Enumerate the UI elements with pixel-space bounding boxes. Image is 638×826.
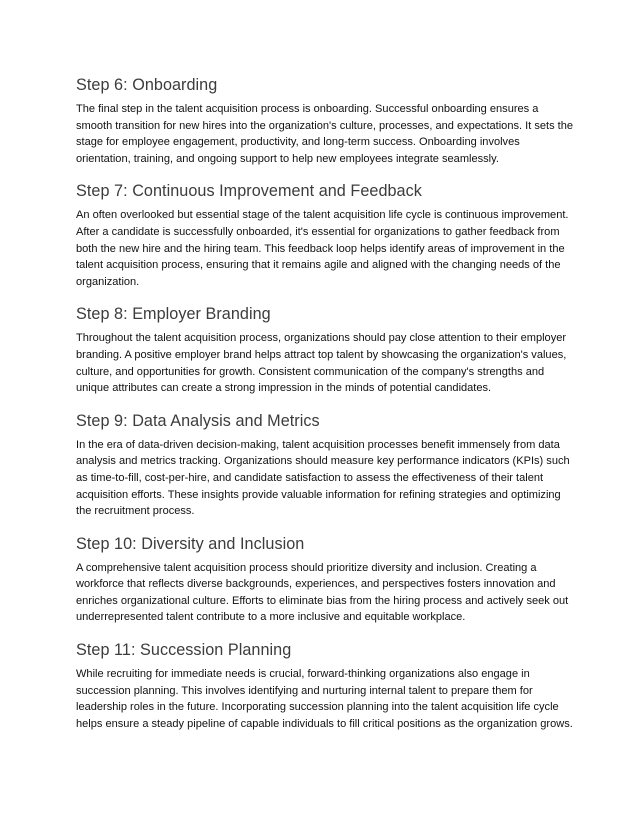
section-heading: Step 8: Employer Branding [76,305,271,324]
section-employer-branding [76,303,576,396]
section-paragraph: While recruiting for immediate needs is crucial, forward-thinking organizations also engage in succession planning. This involves identifying and nurturing internal talent to prepare them for leadership roles in the future. Incorporating succession planning into the talent acquisition life cycle helps ensure a steady pipeline of capable individuals to fill critical positions as the organization grows. [76,668,573,730]
document-content [76,74,576,732]
section-continuous-improvement [76,180,576,290]
section-paragraph: The final step in the talent acquisition process is onboarding. Successful onboarding ensures a smooth transition for new hires into the organization's culture, processes, and expectations. It sets the stage for employee engagement, productivity, and long-term success. Onboarding involves orientation, training, and ongoing support to help new employees integrate seamlessly. [76,103,574,165]
section-heading: Step 6: Onboarding [76,76,218,94]
section-diversity-inclusion [76,533,576,626]
section-heading: Step 10: Diversity and Inclusion [76,534,305,553]
section-heading: Step 7: Continuous Improvement and Feedback [76,182,422,201]
section-paragraph: A comprehensive talent acquisition process should prioritize diversity and inclusion. Creating a workforce that reflects diverse backgrounds, experiences, and perspectives fosters innovation and enriches organizational culture. Efforts to eliminate bias from the hiring process and actively seek out underrepresented talent contribute to a more inclusive and equitable workplace. [76,561,569,624]
section-paragraph: In the era of data-driven decision-making, talent acquisition processes benefit immensely from data analysis and metrics tracking. Organizations should measure key performance indicators (KPIs) such as time-to-fill, cost-per-hire, and candidate satisfaction to assess the effectiveness of their talent acquisition efforts. These insights provide valuable information for refining strategies and optimizing the recruitment process. [76,438,570,518]
section-heading: Step 9: Data Analysis and Metrics [76,411,320,430]
section-data-analysis [76,410,576,520]
section-succession-planning [76,639,576,732]
section-paragraph: An often overlooked but essential stage of the talent acquisition life cycle is continuous improvement. After a candidate is successfully onboarded, it's essential for organizations to gather feedback from both the new hire and the hiring team. This feedback loop helps identify areas of improvement in the talent acquisition process, ensuring that it remains agile and aligned with the changing needs of the organization. [76,209,569,288]
section-heading: Step 11: Succession Planning [76,641,292,660]
section-paragraph: Throughout the talent acquisition process, organizations should pay close attention to their employer branding. A positive employer brand helps attract top talent by showcasing the organization's values, culture, and opportunities for growth. Consistent communication of the company's strengths and unique attributes can create a strong impression in the minds of potential candidates. [76,332,567,395]
section-onboarding [76,74,576,167]
